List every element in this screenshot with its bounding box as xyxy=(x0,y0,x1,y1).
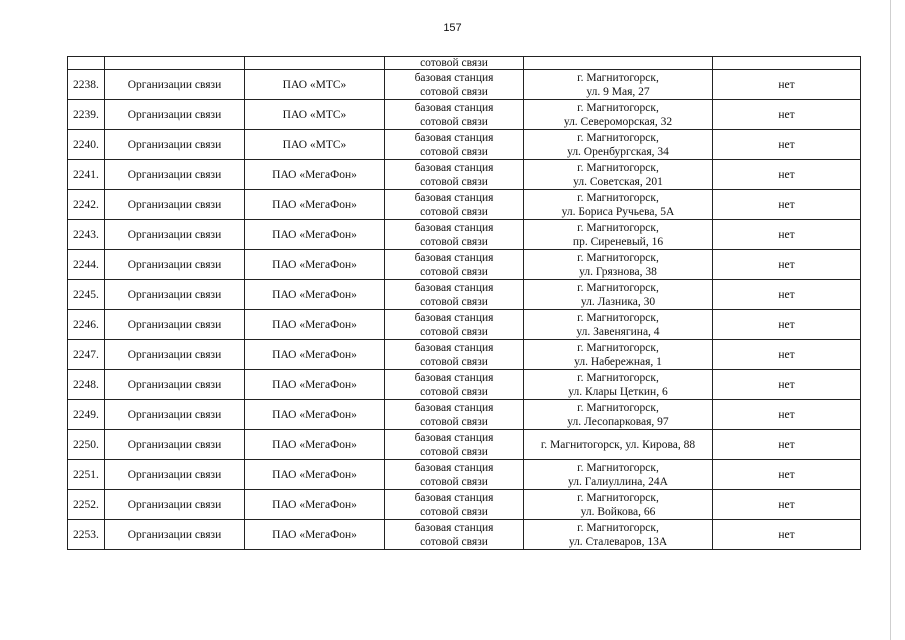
cell-text: г. Магнитогорск, xyxy=(577,221,659,234)
cell-num xyxy=(68,400,105,430)
stations-table xyxy=(67,56,861,550)
cell-value xyxy=(713,57,861,70)
cell-category xyxy=(105,190,245,220)
cell-value xyxy=(713,190,861,220)
table-row xyxy=(68,430,861,460)
page-number: 157 xyxy=(443,22,462,34)
cell-text: ПАО «МегаФон» xyxy=(272,468,357,481)
cell-text: ул. Галиуллина, 24А xyxy=(568,475,668,488)
cell-text: нет xyxy=(778,288,795,301)
cell-text: базовая станция xyxy=(414,461,494,474)
cell-num xyxy=(68,130,105,160)
table-row xyxy=(68,190,861,220)
cell-num xyxy=(68,220,105,250)
cell-text: базовая станция xyxy=(414,161,494,174)
cell-value xyxy=(713,490,861,520)
cell-text: ПАО «МегаФон» xyxy=(272,198,357,211)
cell-text: Организации связи xyxy=(127,438,222,451)
cell-type xyxy=(385,280,524,310)
cell-owner xyxy=(245,400,385,430)
cell-num xyxy=(68,100,105,130)
cell-text: нет xyxy=(778,318,795,331)
cell-text: сотовой связи xyxy=(420,325,488,338)
table-row xyxy=(68,220,861,250)
cell-text: ул. Войкова, 66 xyxy=(580,505,656,518)
table-row xyxy=(68,310,861,340)
cell-address xyxy=(524,70,713,100)
cell-text: г. Магнитогорск, xyxy=(577,521,659,534)
cell-value xyxy=(713,400,861,430)
cell-text: ПАО «МегаФон» xyxy=(272,258,357,271)
cell-address xyxy=(524,490,713,520)
cell-text: Организации связи xyxy=(127,378,222,391)
cell-text: базовая станция xyxy=(414,131,494,144)
cell-type xyxy=(385,400,524,430)
table-row xyxy=(68,160,861,190)
cell-text: г. Магнитогорск, xyxy=(577,71,659,84)
cell-text: нет xyxy=(778,138,795,151)
cell-num xyxy=(68,250,105,280)
cell-text: 2247. xyxy=(73,348,99,361)
cell-text: 2251. xyxy=(73,468,99,481)
cell-category xyxy=(105,520,245,550)
cell-category xyxy=(105,70,245,100)
cell-type xyxy=(385,190,524,220)
cell-text: г. Магнитогорск, xyxy=(577,371,659,384)
cell-text: Организации связи xyxy=(127,258,222,271)
cell-category xyxy=(105,310,245,340)
cell-address xyxy=(524,340,713,370)
cell-text: ПАО «МегаФон» xyxy=(272,528,357,541)
cell-text: 2245. xyxy=(73,288,99,301)
cell-text: ул. Набережная, 1 xyxy=(574,355,662,368)
cell-text: ПАО «МегаФон» xyxy=(272,228,357,241)
cell-category xyxy=(105,400,245,430)
cell-text: базовая станция xyxy=(414,221,494,234)
cell-text: ул. Североморская, 32 xyxy=(563,115,673,128)
cell-text: базовая станция xyxy=(414,431,494,444)
cell-text: 2244. xyxy=(73,258,99,271)
cell-text: г. Магнитогорск, xyxy=(577,281,659,294)
cell-text: нет xyxy=(778,408,795,421)
cell-category xyxy=(105,280,245,310)
cell-type xyxy=(385,100,524,130)
cell-category xyxy=(105,100,245,130)
table-row xyxy=(68,490,861,520)
cell-category xyxy=(105,370,245,400)
cell-text: Организации связи xyxy=(127,498,222,511)
cell-text: базовая станция xyxy=(414,311,494,324)
cell-text: ПАО «МегаФон» xyxy=(272,408,357,421)
cell-text: нет xyxy=(778,378,795,391)
cell-address xyxy=(524,370,713,400)
cell-category xyxy=(105,460,245,490)
cell-category xyxy=(105,490,245,520)
cell-text: Организации связи xyxy=(127,228,222,241)
cell-type xyxy=(385,220,524,250)
cell-owner xyxy=(245,57,385,70)
cell-text: сотовой связи xyxy=(420,505,488,518)
cell-num xyxy=(68,160,105,190)
cell-text: г. Магнитогорск, xyxy=(577,131,659,144)
cell-text: г. Магнитогорск, xyxy=(577,251,659,264)
cell-text: ПАО «МегаФон» xyxy=(272,498,357,511)
cell-text: ул. Бориса Ручьева, 5А xyxy=(561,205,675,218)
cell-address xyxy=(524,400,713,430)
cell-type xyxy=(385,310,524,340)
cell-text: Организации связи xyxy=(127,318,222,331)
cell-text: нет xyxy=(778,528,795,541)
cell-owner xyxy=(245,430,385,460)
cell-text: Организации связи xyxy=(127,288,222,301)
cell-text: базовая станция xyxy=(414,191,494,204)
cell-type xyxy=(385,340,524,370)
cell-text: Организации связи xyxy=(127,78,222,91)
cell-category xyxy=(105,250,245,280)
cell-value xyxy=(713,310,861,340)
cell-text: ул. Грязнова, 38 xyxy=(579,265,657,278)
cell-text: 2239. xyxy=(73,108,99,121)
cell-text: Организации связи xyxy=(127,168,222,181)
cell-owner xyxy=(245,100,385,130)
cell-text: нет xyxy=(778,468,795,481)
cell-text: нет xyxy=(778,108,795,121)
cell-type xyxy=(385,370,524,400)
cell-text: г. Магнитогорск, xyxy=(577,101,659,114)
cell-text: г. Магнитогорск, xyxy=(577,311,659,324)
cell-owner xyxy=(245,220,385,250)
cell-owner xyxy=(245,460,385,490)
cell-text: сотовой связи xyxy=(420,115,488,128)
cell-type xyxy=(385,520,524,550)
cell-text: сотовой связи xyxy=(420,535,488,548)
cell-value xyxy=(713,340,861,370)
cell-text: Организации связи xyxy=(127,468,222,481)
cell-address xyxy=(524,220,713,250)
cell-value xyxy=(713,520,861,550)
cell-text: 2241. xyxy=(73,168,99,181)
cell-value xyxy=(713,160,861,190)
cell-text: ул. 9 Мая, 27 xyxy=(586,85,650,98)
cell-value xyxy=(713,250,861,280)
cell-text: ул. Лесопарковая, 97 xyxy=(567,415,669,428)
cell-text: ПАО «МегаФон» xyxy=(272,168,357,181)
cell-text: 2240. xyxy=(73,138,99,151)
cell-text: сотовой связи xyxy=(420,85,488,98)
cell-text: сотовой связи xyxy=(420,175,488,188)
cell-text: Организации связи xyxy=(127,348,222,361)
cell-text: нет xyxy=(778,168,795,181)
cell-text: нет xyxy=(778,228,795,241)
cell-text: 2242. xyxy=(73,198,99,211)
cell-text: 2243. xyxy=(73,228,99,241)
cell-value xyxy=(713,70,861,100)
cell-text: базовая станция xyxy=(414,491,494,504)
table-row xyxy=(68,130,861,160)
table-row xyxy=(68,460,861,490)
cell-text: сотовой связи xyxy=(420,295,488,308)
cell-text: г. Магнитогорск, xyxy=(577,191,659,204)
cell-text: пр. Сиреневый, 16 xyxy=(572,235,664,248)
table-row xyxy=(68,400,861,430)
table-row xyxy=(68,340,861,370)
cell-type xyxy=(385,70,524,100)
cell-text: сотовой связи xyxy=(420,235,488,248)
cell-text: 2252. xyxy=(73,498,99,511)
cell-type xyxy=(385,460,524,490)
cell-owner xyxy=(245,490,385,520)
cell-category xyxy=(105,430,245,460)
cell-owner xyxy=(245,130,385,160)
cell-text: Организации связи xyxy=(127,198,222,211)
cell-text: ул. Клары Цеткин, 6 xyxy=(568,385,668,398)
cell-owner xyxy=(245,310,385,340)
cell-text: сотовой связи xyxy=(420,475,488,488)
cell-text: ПАО «МТС» xyxy=(282,138,347,151)
cell-text: сотовой связи xyxy=(420,145,488,158)
cell-num xyxy=(68,57,105,70)
cell-category xyxy=(105,340,245,370)
cell-address xyxy=(524,250,713,280)
cell-text: нет xyxy=(778,348,795,361)
cell-text: Организации связи xyxy=(127,138,222,151)
cell-text: ул. Лазника, 30 xyxy=(580,295,656,308)
cell-category xyxy=(105,160,245,190)
cell-num xyxy=(68,70,105,100)
cell-text: сотовой связи xyxy=(420,445,488,458)
table-row xyxy=(68,280,861,310)
cell-value xyxy=(713,220,861,250)
cell-num xyxy=(68,190,105,220)
cell-category xyxy=(105,220,245,250)
cell-text: Организации связи xyxy=(127,528,222,541)
cell-text: 2253. xyxy=(73,528,99,541)
cell-text: 2249. xyxy=(73,408,99,421)
cell-num xyxy=(68,490,105,520)
cell-type xyxy=(385,160,524,190)
cell-num xyxy=(68,280,105,310)
cell-text: ПАО «МТС» xyxy=(282,108,347,121)
cell-owner xyxy=(245,280,385,310)
cell-owner xyxy=(245,70,385,100)
cell-text: базовая станция xyxy=(414,371,494,384)
cell-text: нет xyxy=(778,78,795,91)
cell-text: Организации связи xyxy=(127,108,222,121)
cell-text: г. Магнитогорск, xyxy=(577,401,659,414)
cell-text: г. Магнитогорск, xyxy=(577,491,659,504)
stations-table-body xyxy=(68,57,861,550)
cell-address xyxy=(524,130,713,160)
cell-text: г. Магнитогорск, xyxy=(577,161,659,174)
cell-address xyxy=(524,280,713,310)
cell-text: базовая станция xyxy=(414,521,494,534)
cell-owner xyxy=(245,250,385,280)
cell-text: ул. Сталеваров, 13А xyxy=(568,535,668,548)
cell-num xyxy=(68,370,105,400)
cell-owner xyxy=(245,370,385,400)
cell-text: ПАО «МегаФон» xyxy=(272,288,357,301)
cell-text: базовая станция xyxy=(414,401,494,414)
cell-text: Организации связи xyxy=(127,408,222,421)
scan-edge-line xyxy=(890,0,891,640)
cell-text: нет xyxy=(778,498,795,511)
table-row xyxy=(68,70,861,100)
cell-text: нет xyxy=(778,258,795,271)
cell-text: базовая станция xyxy=(414,281,494,294)
cell-owner xyxy=(245,160,385,190)
cell-text: ул. Оренбургская, 34 xyxy=(567,145,669,158)
cell-num xyxy=(68,520,105,550)
cell-text: базовая станция xyxy=(414,101,494,114)
cell-address xyxy=(524,57,713,70)
cell-value xyxy=(713,280,861,310)
cell-text: 2238. xyxy=(73,78,99,91)
cell-type xyxy=(385,430,524,460)
table-row xyxy=(68,100,861,130)
cell-text: 2250. xyxy=(73,438,99,451)
table-row xyxy=(68,520,861,550)
cell-text: сотовой связи xyxy=(420,355,488,368)
cell-text: сотовой связи xyxy=(420,415,488,428)
cell-num xyxy=(68,310,105,340)
cell-address xyxy=(524,160,713,190)
cell-text: г. Магнитогорск, xyxy=(577,461,659,474)
cell-text: ПАО «МегаФон» xyxy=(272,438,357,451)
cell-address xyxy=(524,430,713,460)
cell-value xyxy=(713,130,861,160)
cell-value xyxy=(713,100,861,130)
cell-owner xyxy=(245,190,385,220)
cell-type xyxy=(385,250,524,280)
cell-text: ул. Советская, 201 xyxy=(573,175,663,188)
cell-address xyxy=(524,460,713,490)
cell-text: 2248. xyxy=(73,378,99,391)
table-row xyxy=(68,370,861,400)
cell-text: базовая станция xyxy=(414,251,494,264)
cell-text: ул. Завенягина, 4 xyxy=(576,325,660,338)
cell-category xyxy=(105,57,245,70)
table-row xyxy=(68,250,861,280)
cell-address xyxy=(524,310,713,340)
cell-address xyxy=(524,520,713,550)
cell-text: г. Магнитогорск, xyxy=(577,341,659,354)
cell-text: ПАО «МегаФон» xyxy=(272,348,357,361)
cell-text: ПАО «МегаФон» xyxy=(272,378,357,391)
table-row-continuation xyxy=(68,57,861,70)
cell-value xyxy=(713,460,861,490)
cell-text: ПАО «МТС» xyxy=(282,78,347,91)
cell-text: сотовой связи xyxy=(420,385,488,398)
cell-type xyxy=(385,490,524,520)
cell-text: 2246. xyxy=(73,318,99,331)
cell-category xyxy=(105,130,245,160)
cell-text: г. Магнитогорск, ул. Кирова, 88 xyxy=(540,438,696,451)
cell-num xyxy=(68,340,105,370)
cell-num xyxy=(68,430,105,460)
cell-address xyxy=(524,100,713,130)
cell-text: сотовой связи xyxy=(420,265,488,278)
cell-text: сотовой связи xyxy=(420,205,488,218)
cell-text: нет xyxy=(778,198,795,211)
cell-owner xyxy=(245,340,385,370)
cell-value xyxy=(713,430,861,460)
cell-value xyxy=(713,370,861,400)
cell-address xyxy=(524,190,713,220)
cell-owner xyxy=(245,520,385,550)
cell-type xyxy=(385,130,524,160)
cell-num xyxy=(68,460,105,490)
cell-type: сотовой связи xyxy=(385,57,524,70)
cell-text: базовая станция xyxy=(414,341,494,354)
cell-text: нет xyxy=(778,438,795,451)
cell-text: ПАО «МегаФон» xyxy=(272,318,357,331)
cell-text: базовая станция xyxy=(414,71,494,84)
